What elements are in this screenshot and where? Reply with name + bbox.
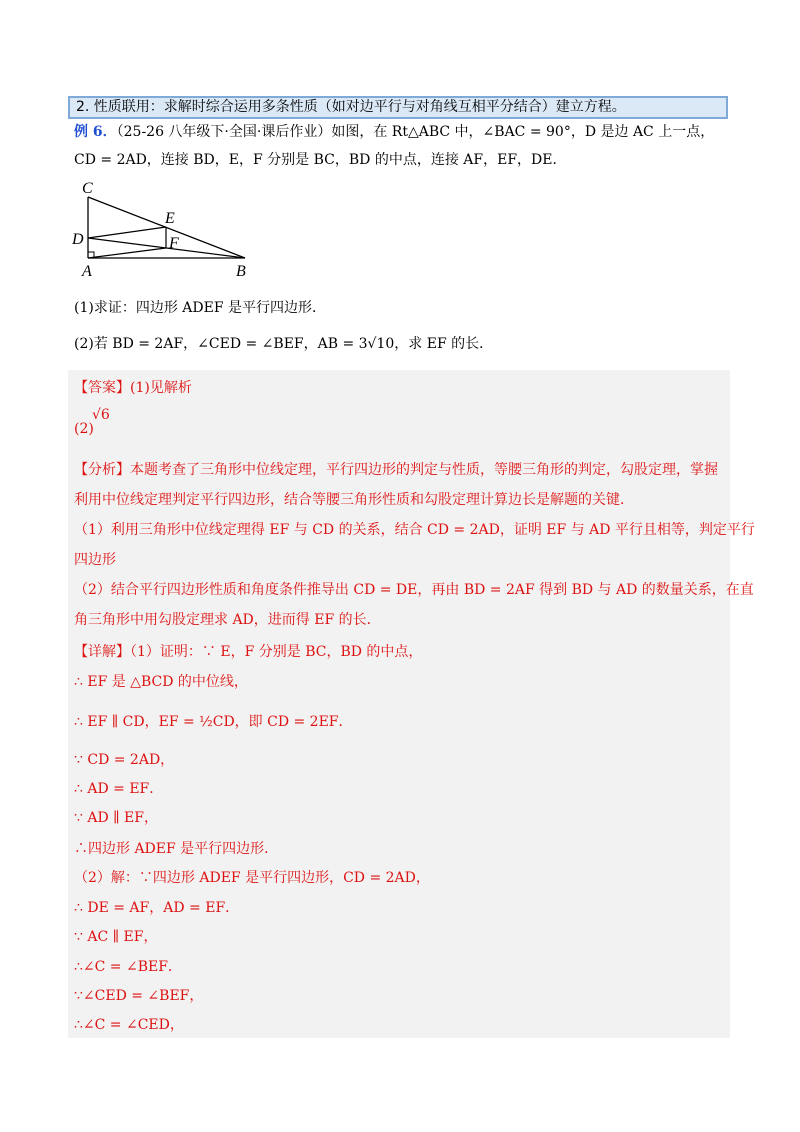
detail-line-10: ∵ AC ∥ EF， (74, 929, 158, 945)
label-e: E (165, 210, 175, 227)
analysis-line-2: 利用中位线定理判定平行四边形，结合等腰三角形性质和勾股定理计算边长是解题的关键． (74, 492, 634, 508)
label-c: C (82, 180, 93, 197)
analysis-label: 【分析】 (74, 462, 130, 478)
analysis-line-6: 角三角形中用勾股定理求 AD，进而得 EF 的长． (74, 612, 381, 628)
segment-de (88, 227, 166, 238)
analysis-line-4: 四边形 (74, 552, 116, 568)
answer-label: 【答案】 (74, 380, 130, 396)
question-part-2: (2)若 BD = 2AF，∠CED = ∠BEF，AB = 3√10，求 EF 的长． (74, 336, 494, 352)
detail-line-4: ∵ CD = 2AD， (74, 752, 175, 768)
label-f: F (169, 235, 179, 252)
detail-line-3: ∴ EF ∥ CD，EF = ½CD，即 CD = 2EF． (74, 714, 353, 730)
detail-line-9: ∴ DE = AF，AD = EF． (74, 900, 240, 916)
detail-line-7: ∴四边形 ADEF 是平行四边形． (74, 841, 279, 857)
segment-af (88, 248, 166, 258)
label-d: D (72, 231, 84, 248)
analysis-text-1: 本题考查了三角形中位线定理，平行四边形的判定与性质，等腰三角形的判定，勾股定理，掌握 (130, 462, 718, 478)
detail-line-2: ∴ EF 是 △BCD 的中位线， (74, 674, 248, 690)
detail-line-8: （2）解：∵四边形 ADEF 是平行四边形，CD = 2AD， (74, 870, 430, 886)
answer-part-2-prefix: (2) (74, 421, 94, 437)
question-part-1: (1)求证：四边形 ADEF 是平行四边形． (74, 300, 326, 316)
answer-part-2-value: √6 (92, 407, 110, 423)
detail-line-6: ∵ AD ∥ EF， (74, 810, 158, 826)
answer-part-1: (1)见解析 (130, 380, 192, 396)
detail-text-1: （1）证明：∵ E，F 分别是 BC，BD 的中点， (130, 644, 423, 660)
example-source: （25-26 八年级下·全国·课后作业）如图，在 Rt△ABC 中，∠BAC = 90°，D 是边 AC 上一点， (116, 124, 715, 140)
label-b: B (236, 263, 246, 280)
detail-label: 【详解】 (74, 644, 130, 660)
detail-line-1 (74, 642, 422, 662)
analysis-line-5: （2）结合平行四边形性质和角度条件推导出 CD = DE，再由 BD = 2AF 得到 BD 与 AD 的数量关系，在直 (74, 582, 754, 598)
analysis-line-1 (74, 460, 718, 480)
detail-line-11: ∴∠C = ∠BEF． (74, 959, 182, 975)
triangle-figure (70, 176, 270, 286)
example-label: 例 6． (74, 124, 117, 140)
analysis-line-3: （1）利用三角形中位线定理得 EF 与 CD 的关系，结合 CD = 2AD，证明 EF 与 AD 平行且相等，判定平行 (74, 522, 755, 538)
answer-line-1 (74, 378, 192, 398)
section-heading: 2. 性质联用：求解时综合运用多条性质（如对边平行与对角线互相平分结合）建立方程。 (68, 96, 728, 119)
detail-line-13: ∴∠C = ∠CED， (74, 1017, 184, 1033)
example-line-1 (74, 122, 714, 142)
example-line-2: CD = 2AD，连接 BD，E，F 分别是 BC，BD 的中点，连接 AF，EF，DE． (74, 152, 567, 168)
detail-line-5: ∴ AD = EF． (74, 781, 164, 797)
label-a: A (82, 263, 92, 280)
detail-line-12: ∵∠CED = ∠BEF， (74, 988, 204, 1004)
